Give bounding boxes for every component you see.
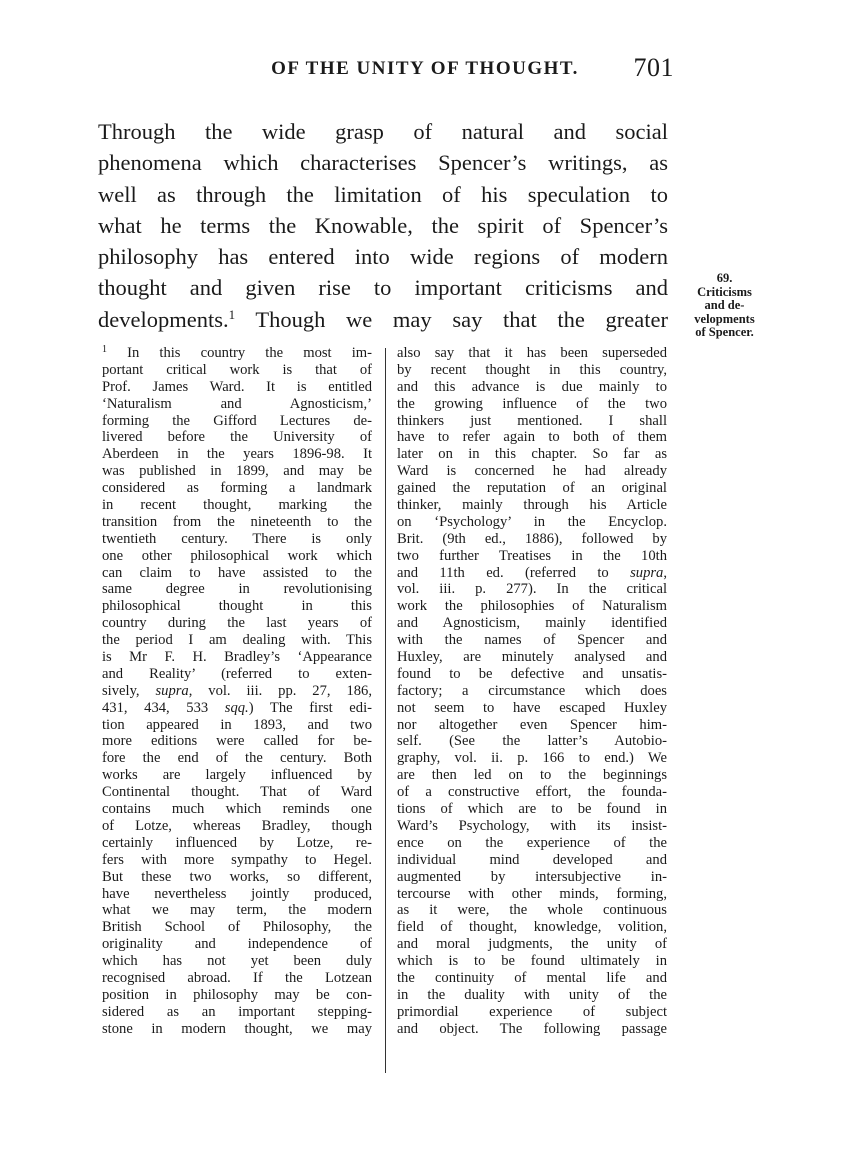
footnote-line: tercourse with other minds, forming, [397, 885, 667, 902]
footnote-line: of Lotze, whereas Bradley, though [102, 817, 372, 834]
footnote-line: country during the last years of [102, 615, 372, 632]
footnote-line: by recent thought in this country, [397, 361, 667, 378]
margin-note-line: and de- [704, 298, 745, 312]
footnote-line: thinker, mainly through his Article [397, 497, 667, 514]
body-line [98, 304, 668, 335]
running-title: OF THE UNITY OF THOUGHT. [271, 58, 579, 79]
footnote-line: with the names of Spencer and [397, 632, 667, 649]
footnote-line: graphy, vol. ii. p. 166 to end.) We [397, 750, 667, 767]
footnote-marker: 1 [102, 345, 107, 355]
footnote-line: of a constructive effort, the founda- [397, 784, 667, 801]
footnote-text: In this country the most im- [127, 345, 372, 361]
footnote-line: in the duality with unity of the [397, 986, 667, 1003]
footnote-line: not seem to have escaped Huxley [397, 699, 667, 716]
footnote-line: augmented by intersubjective in- [397, 868, 667, 885]
body-line: Through the wide grasp of natural and social [98, 119, 668, 144]
footnote-line: ‘Naturalism and Agnosticism,’ [102, 395, 372, 412]
footnote-line: also say that it has been superseded [397, 345, 667, 361]
footnote-line: works are largely influenced by [102, 767, 372, 784]
footnote-line: fore the end of the century. Both [102, 750, 372, 767]
footnote-line [102, 345, 372, 362]
footnote-line: self. (See the latter’s Autobio- [397, 733, 667, 750]
footnote-line: twentieth century. There is only [102, 530, 372, 547]
footnote-line: and Reality’ (referred to exten- [102, 665, 372, 682]
footnote-line: more editions were called for be- [102, 733, 372, 750]
column-divider [385, 348, 386, 1073]
footnote-line: Prof. James Ward. It is entitled [102, 378, 372, 395]
footnote-line: same degree in revolutionising [102, 581, 372, 598]
footnote-line: is Mr F. H. Bradley’s ‘Appearance [102, 649, 372, 666]
footnote-line: vol. iii. p. 277). In the critical [397, 581, 667, 598]
footnote-line: are then led on to the beginnings [397, 767, 667, 784]
footnote-line: position in philosophy may be con- [102, 986, 372, 1003]
footnote-line: what we may term, the modern [102, 902, 372, 919]
footnote-line: and moral judgments, the unity of [397, 936, 667, 953]
footnote-line: forming the Gifford Lectures de- [102, 412, 372, 429]
footnote-line: have to refer again to both of them [397, 429, 667, 446]
margin-note-line: Criticisms [697, 284, 752, 299]
footnote-line: as it were, the whole continuous [397, 902, 667, 919]
body-line: philosophy has entered into wide regions of modern [98, 244, 668, 270]
footnote-line: livered before the University of [102, 429, 372, 446]
footnote-line: sively, supra, vol. iii. pp. 27, 186, [102, 682, 372, 699]
footnote-line: nor altogether even Spencer him- [397, 716, 667, 733]
footnote-line: Brit. (9th ed., 1886), followed by [397, 530, 667, 547]
footnote-line: which is to be found ultimately in [397, 953, 667, 970]
main-paragraph [98, 116, 668, 335]
footnote-line: tion appeared in 1893, and two [102, 716, 372, 733]
body-line: well as through the limitation of his speculation to [98, 181, 668, 207]
footnote-line: later on in this chapter. So far as [397, 446, 667, 463]
footnote-left-column [102, 345, 372, 1038]
footnote-line: transition from the nineteenth to the [102, 513, 372, 530]
footnote-line: and this advance is due mainly to [397, 378, 667, 395]
footnote-line: 431, 434, 533 sqq.) The first edi- [102, 699, 372, 716]
footnote-line: primordial experience of subject [397, 1003, 667, 1020]
footnote-line: Ward’s Psychology, with its insist- [397, 817, 667, 834]
footnote-line: portant critical work is that of [102, 361, 372, 378]
footnote-line: have nevertheless jointly produced, [102, 885, 372, 902]
footnote-line: gained the reputation of an original [397, 480, 667, 497]
footnote-reference: 1 [228, 306, 236, 322]
footnote-line: and object. The following passage [397, 1020, 667, 1037]
body-line-start: developments. [98, 306, 229, 332]
footnote-line: Ward is concerned he had already [397, 463, 667, 480]
body-line: what he terms the Knowable, the spirit of Spencer’s [98, 212, 668, 238]
margin-note-line: of Spencer. [695, 325, 754, 339]
margin-note-line: 69. [716, 271, 733, 285]
footnote-line: British School of Philosophy, the [102, 919, 372, 936]
footnote-line: ence on the experience of the [397, 834, 667, 851]
margin-note [672, 272, 777, 340]
footnote-line: and Agnosticism, mainly identified [397, 615, 667, 632]
footnote-line: recognised abroad. If the Lotzean [102, 969, 372, 986]
footnote-line: the continuity of mental life and [397, 969, 667, 986]
footnote-line: one other philosophical work which [102, 547, 372, 564]
footnote-line: considered as forming a landmark [102, 480, 372, 497]
footnote-line: philosophical thought in this [102, 598, 372, 615]
footnote-line: can claim to have assisted to the [102, 564, 372, 581]
footnote-line: Huxley, are minutely analysed and [397, 649, 667, 666]
body-line-end: Though we may say that the greater [255, 306, 668, 332]
footnote-line: the growing influence of the two [397, 395, 667, 412]
footnote-line: thinkers just mentioned. I shall [397, 412, 667, 429]
footnote-line: originality and independence of [102, 936, 372, 953]
footnote-line: But these two works, so different, [102, 868, 372, 885]
footnote-line: certainly influenced by Lotze, re- [102, 834, 372, 851]
footnote-line: and 11th ed. (referred to supra, [397, 564, 667, 581]
footnote-line: Continental thought. That of Ward [102, 784, 372, 801]
footnote-line: Aberdeen in the years 1896-98. It [102, 446, 372, 463]
page-number: 701 [633, 53, 674, 82]
footnote-line: the period I am dealing with. This [102, 632, 372, 649]
footnote-line: stone in modern thought, we may [102, 1020, 372, 1037]
body-line: thought and given rise to important criticisms and [98, 275, 668, 301]
footnote-line: work the philosophies of Naturalism [397, 598, 667, 615]
footnote-line: contains much which reminds one [102, 801, 372, 818]
footnote-line: individual mind developed and [397, 851, 667, 868]
footnote-line: field of thought, knowledge, volition, [397, 919, 667, 936]
footnote-right-column [397, 345, 667, 1038]
footnote-line: which has not yet been duly [102, 953, 372, 970]
footnote-line: found to be defective and unsatis- [397, 665, 667, 682]
footnote-line: in recent thought, marking the [102, 497, 372, 514]
footnote-line: factory; a circumstance which does [397, 682, 667, 699]
body-line: phenomena which characterises Spencer’s writings, as [98, 150, 668, 176]
footnote-line: two further Treatises in the 10th [397, 547, 667, 564]
footnote-line: was published in 1899, and may be [102, 463, 372, 480]
footnote-line: on ‘Psychology’ in the Encyclop. [397, 513, 667, 530]
footnote-line: fers with more sympathy to Hegel. [102, 851, 372, 868]
footnote-line: tions of which are to be found in [397, 801, 667, 818]
margin-note-line: velopments [694, 311, 755, 326]
footnote-line: sidered as an important stepping- [102, 1003, 372, 1020]
